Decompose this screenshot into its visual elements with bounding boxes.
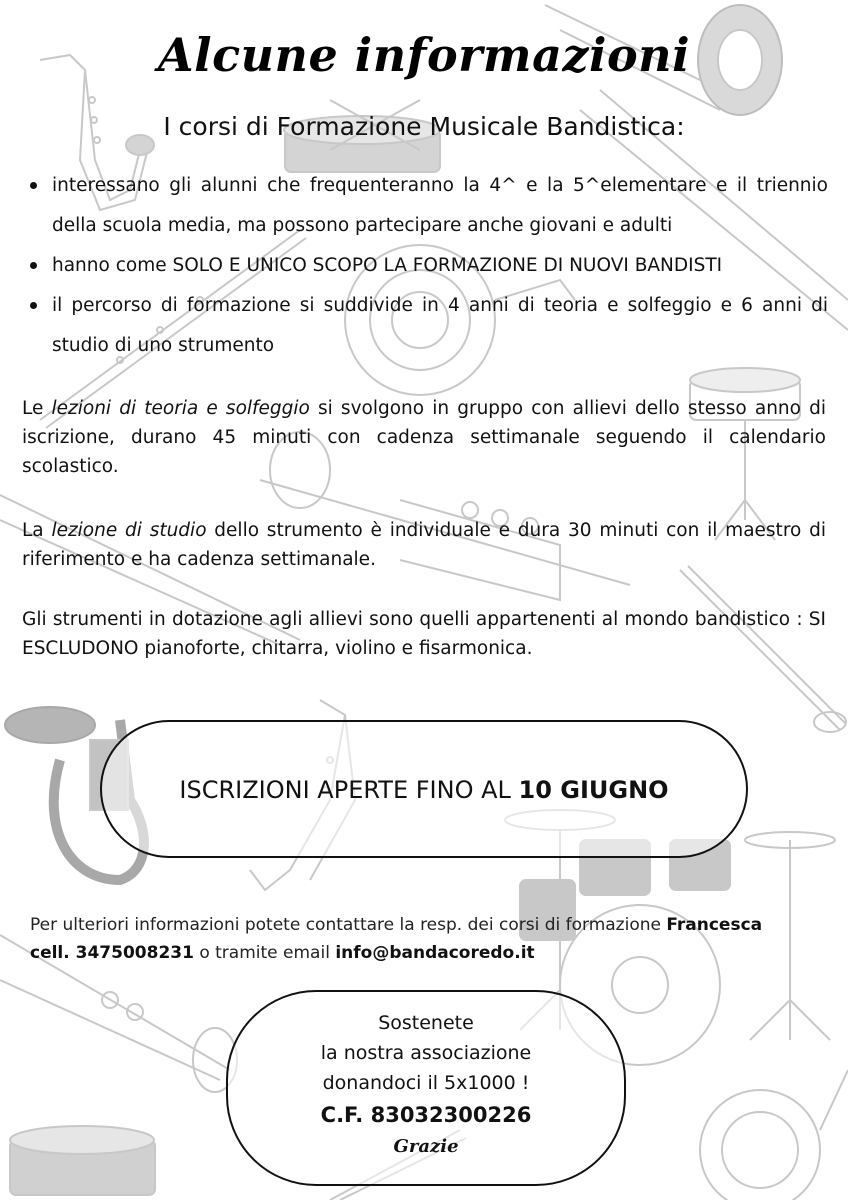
donation-line: la nostra associazione [320, 1042, 532, 1064]
info-bullet-list [26, 166, 828, 366]
theory-lessons-emphasis: lezioni di teoria e solfeggio [51, 398, 310, 419]
contact-email[interactable]: info@bandacoredo.it [335, 943, 535, 963]
contact-phone[interactable]: cell. 3475008231 [30, 943, 194, 963]
list-item: interessano gli alunni che frequenteranno la 4^ e la 5^elementare e il triennio della scuola media, ma possono partecipare anche giovani e adulti [26, 166, 828, 246]
donation-box [226, 990, 626, 1186]
list-item: hanno come SOLO E UNICO SCOPO LA FORMAZIONE DI NUOVI BANDISTI [26, 246, 828, 286]
page-subtitle: I corsi di Formazione Musicale Bandistica: [163, 112, 685, 141]
enrollment-banner [100, 720, 748, 858]
tax-code: C.F. 83032300226 [320, 1103, 532, 1127]
donation-line: donandoci il 5x1000 ! [322, 1072, 530, 1094]
theory-lessons-paragraph: Le lezioni di teoria e solfeggio si svolgono in gruppo con allievi dello stesso anno di iscrizione, durano 45 minuti con cadenza settimanale seguendo il calendario scolastico. [22, 398, 826, 477]
instruments-paragraph: Gli strumenti in dotazione agli allievi sono quelli appartenenti al mondo bandistico : SI ESCLUDONO pianoforte, chitarra, violino e fisarmonica. [22, 609, 826, 659]
enrollment-deadline: 10 GIUGNO [518, 776, 669, 804]
contact-info: Per ulteriori informazioni potete contattare la resp. dei corsi di formazione Francesca cell. 3475008231 o tramite email info@bandacoredo.it [30, 915, 763, 963]
donation-line: Sostenete [378, 1012, 474, 1034]
contact-name: Francesca [666, 915, 763, 935]
page-title: Alcune informazioni [157, 28, 691, 82]
enrollment-text: ISCRIZIONI APERTE FINO AL 10 GIUGNO [179, 776, 669, 804]
thanks-text: Grazie [393, 1136, 459, 1157]
list-item: il percorso di formazione si suddivide in 4 anni di teoria e solfeggio e 6 anni di studio di uno strumento [26, 286, 828, 366]
instrument-lessons-paragraph: La lezione di studio dello strumento è individuale e dura 30 minuti con il maestro di riferimento e ha cadenza settimanale. [22, 520, 827, 570]
instrument-lessons-emphasis: lezione di studio [51, 520, 207, 541]
